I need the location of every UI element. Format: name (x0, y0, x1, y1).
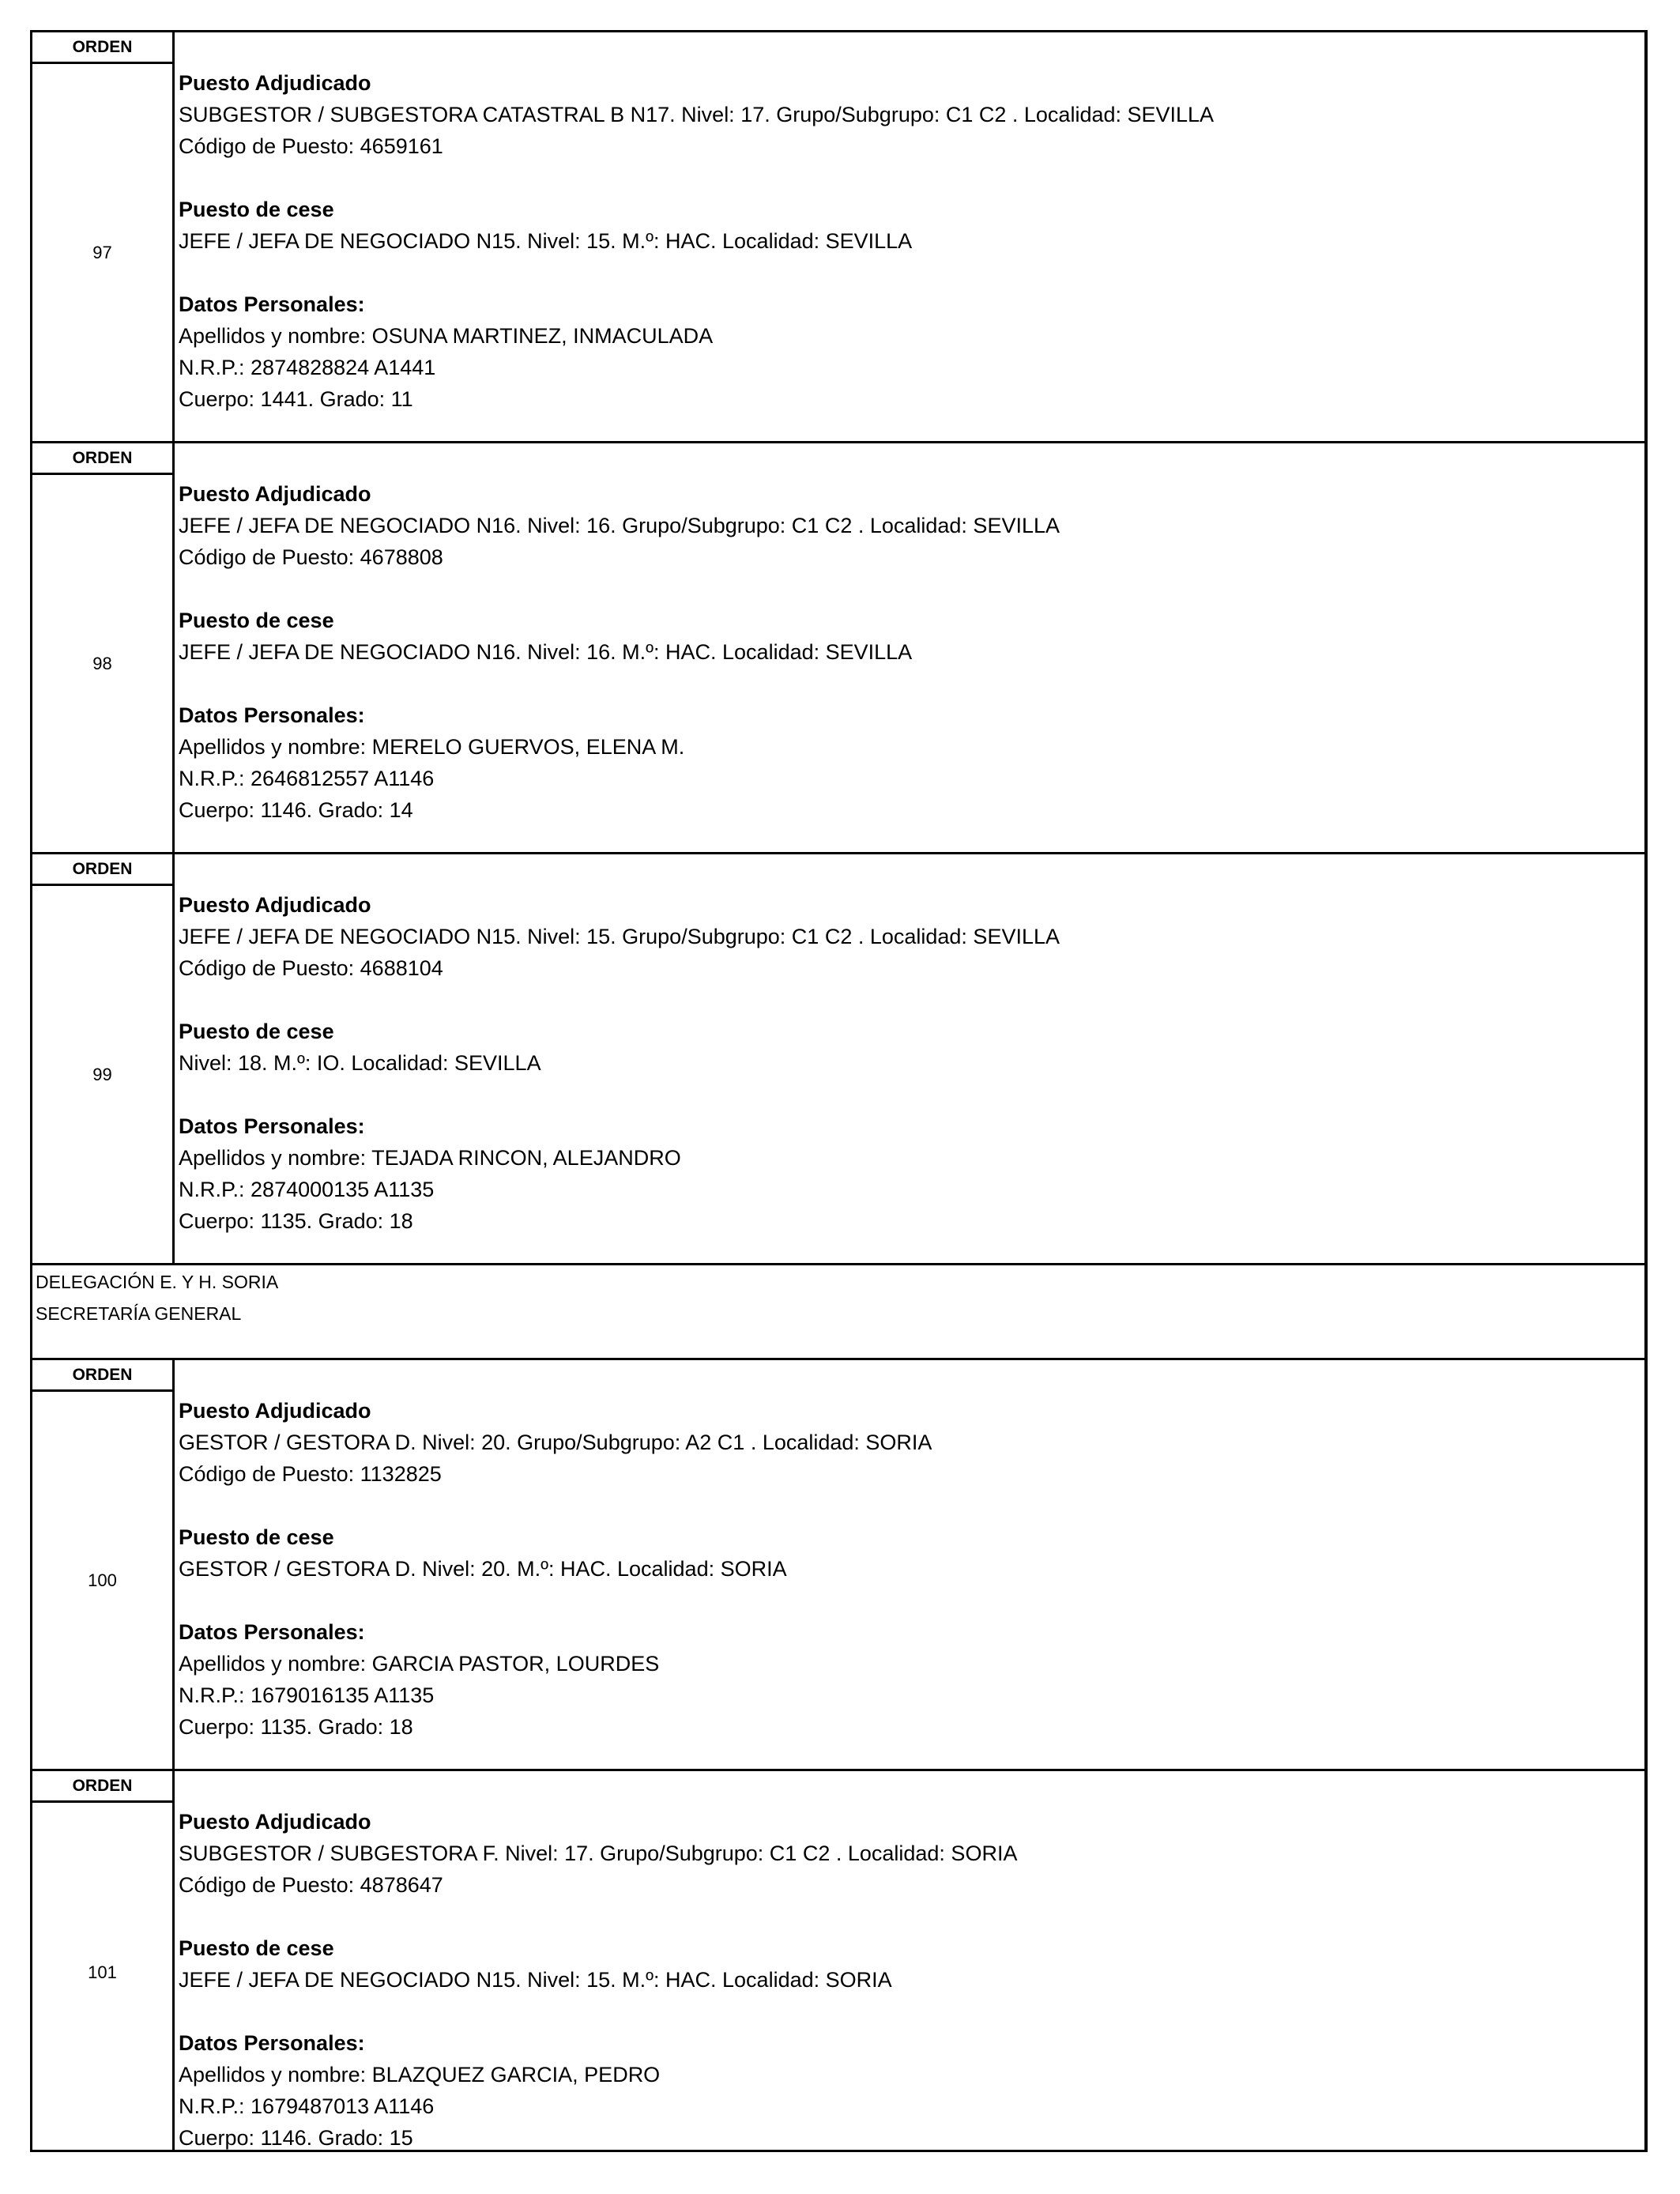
orden-column (32, 1771, 175, 2150)
heading-datos-personales: Datos Personales: (179, 1620, 365, 1644)
codigo-puesto: Código de Puesto: 4878647 (179, 1873, 443, 1897)
nrp: N.R.P.: 1679016135 A1135 (179, 1683, 435, 1707)
secretaria-title: SECRETARÍA GENERAL (36, 1303, 242, 1324)
orden-column (32, 1360, 175, 1769)
nrp: N.R.P.: 2874000135 A1135 (179, 1178, 435, 1201)
orden-number: 101 (88, 1962, 117, 1982)
puesto-adjudicado: SUBGESTOR / SUBGESTORA CATASTRAL B N17. Nivel: 17. Grupo/Subgrupo: C1 C2 . Localidad: SEVILLA (179, 103, 1215, 126)
cuerpo-grado: Cuerpo: 1146. Grado: 15 (179, 2126, 413, 2150)
cuerpo-grado: Cuerpo: 1135. Grado: 18 (179, 1209, 413, 1233)
apellidos-nombre: Apellidos y nombre: MERELO GUERVOS, ELENA M. (179, 735, 685, 759)
record-content (179, 1395, 1644, 1743)
nrp: N.R.P.: 1679487013 A1146 (179, 2094, 435, 2118)
codigo-puesto: Código de Puesto: 1132825 (179, 1462, 442, 1486)
record (30, 30, 1648, 441)
puesto-cese: JEFE / JEFA DE NEGOCIADO N15. Nivel: 15. M.º: HAC. Localidad: SORIA (179, 1968, 892, 1992)
heading-puesto-cese: Puesto de cese (179, 1020, 334, 1043)
record (30, 1769, 1648, 2150)
apellidos-nombre: Apellidos y nombre: BLAZQUEZ GARCIA, PEDRO (179, 2063, 661, 2087)
orden-number: 98 (92, 653, 112, 673)
cuerpo-grado: Cuerpo: 1146. Grado: 14 (179, 798, 413, 822)
orden-label: ORDEN (32, 854, 172, 886)
apellidos-nombre: Apellidos y nombre: GARCIA PASTOR, LOURDES (179, 1652, 660, 1676)
record-content (179, 478, 1644, 826)
heading-puesto-adjudicado: Puesto Adjudicado (179, 893, 371, 917)
heading-puesto-adjudicado: Puesto Adjudicado (179, 71, 371, 95)
apellidos-nombre: Apellidos y nombre: TEJADA RINCON, ALEJANDRO (179, 1146, 681, 1170)
orden-column (32, 443, 175, 852)
delegacion-title: DELEGACIÓN E. Y H. SORIA (36, 1272, 279, 1292)
codigo-puesto: Código de Puesto: 4678808 (179, 545, 443, 569)
orden-label: ORDEN (32, 1360, 172, 1392)
record-content (179, 67, 1644, 415)
codigo-puesto: Código de Puesto: 4688104 (179, 956, 443, 980)
cuerpo-grado: Cuerpo: 1135. Grado: 18 (179, 1715, 413, 1739)
heading-puesto-cese: Puesto de cese (179, 1525, 334, 1549)
heading-puesto-cese: Puesto de cese (179, 198, 334, 221)
heading-puesto-adjudicado: Puesto Adjudicado (179, 482, 371, 506)
orden-column (32, 32, 175, 441)
orden-number: 100 (88, 1570, 117, 1590)
orden-number: 99 (92, 1064, 112, 1084)
heading-datos-personales: Datos Personales: (179, 2031, 365, 2055)
nrp: N.R.P.: 2874828824 A1441 (179, 356, 436, 379)
puesto-cese: JEFE / JEFA DE NEGOCIADO N15. Nivel: 15. M.º: HAC. Localidad: SEVILLA (179, 229, 913, 253)
heading-datos-personales: Datos Personales: (179, 1114, 365, 1138)
record-content (179, 1806, 1644, 2154)
orden-label: ORDEN (32, 443, 172, 475)
puesto-cese: GESTOR / GESTORA D. Nivel: 20. M.º: HAC. Localidad: SORIA (179, 1557, 787, 1581)
cuerpo-grado: Cuerpo: 1441. Grado: 11 (179, 387, 413, 411)
codigo-puesto: Código de Puesto: 4659161 (179, 134, 443, 158)
orden-column (32, 854, 175, 1263)
puesto-adjudicado: GESTOR / GESTORA D. Nivel: 20. Grupo/Subgrupo: A2 C1 . Localidad: SORIA (179, 1431, 932, 1454)
heading-datos-personales: Datos Personales: (179, 703, 365, 727)
table-bottom-border (30, 2150, 1648, 2152)
puesto-cese: Nivel: 18. M.º: IO. Localidad: SEVILLA (179, 1051, 541, 1075)
heading-puesto-adjudicado: Puesto Adjudicado (179, 1810, 371, 1834)
record (30, 852, 1648, 1263)
heading-puesto-cese: Puesto de cese (179, 609, 334, 632)
orden-label: ORDEN (32, 32, 172, 64)
heading-puesto-cese: Puesto de cese (179, 1936, 334, 1960)
nrp: N.R.P.: 2646812557 A1146 (179, 767, 435, 790)
record-content (179, 889, 1644, 1237)
puesto-adjudicado: SUBGESTOR / SUBGESTORA F. Nivel: 17. Grupo/Subgrupo: C1 C2 . Localidad: SORIA (179, 1842, 1018, 1865)
heading-datos-personales: Datos Personales: (179, 292, 365, 316)
record (30, 1358, 1648, 1769)
orden-number: 97 (92, 242, 112, 262)
heading-puesto-adjudicado: Puesto Adjudicado (179, 1399, 371, 1423)
record (30, 441, 1648, 852)
section-header (30, 1263, 1648, 1358)
puesto-adjudicado: JEFE / JEFA DE NEGOCIADO N16. Nivel: 16. Grupo/Subgrupo: C1 C2 . Localidad: SEVILLA (179, 514, 1060, 537)
puesto-cese: JEFE / JEFA DE NEGOCIADO N16. Nivel: 16. M.º: HAC. Localidad: SEVILLA (179, 640, 913, 664)
orden-label: ORDEN (32, 1771, 172, 1803)
puesto-adjudicado: JEFE / JEFA DE NEGOCIADO N15. Nivel: 15. Grupo/Subgrupo: C1 C2 . Localidad: SEVILLA (179, 925, 1060, 948)
apellidos-nombre: Apellidos y nombre: OSUNA MARTINEZ, INMACULADA (179, 324, 714, 348)
